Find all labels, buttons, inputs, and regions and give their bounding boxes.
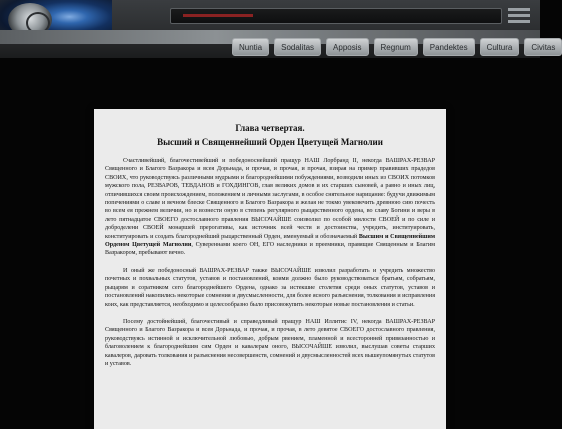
paragraph	[105, 157, 435, 258]
nav-apposis-button[interactable]: Apposis	[326, 38, 368, 56]
site-header	[0, 0, 556, 58]
nav-pandektes-button[interactable]: Pandektes	[423, 38, 475, 56]
document-page	[94, 109, 446, 429]
chapter-heading: Глава четвертая.	[235, 123, 305, 133]
menu-lines-icon[interactable]	[508, 8, 530, 30]
nav-nuntia-button[interactable]: Nuntia	[232, 38, 269, 56]
order-name-bold: Высшим и Священнейшим Орденом Цветущей Магнолии	[105, 233, 435, 249]
paragraph: Посему достойнейший, благочестивый и справедливый пращур НАШ Иллитис IV, некогда ВАШРАХ-РЕЗВАР Священного и Благого Вазракора и всея Дорьнада, и прочая, и прочая, в лето девятое СВОЕГО достославного правления, руководствуясь истинной и исключительной любовью, добрым рвением, пламенной и всесторонней привязанностью и благоволением к благороднейшим сим Орден и кавалерам оного, ВЫСОЧАЙШЕ изволил, выслушав советы старших кавалеров, даровать толкования и разъяснения несовершенств, сомнений и двусмысленностей всех вышеупомянутых статутов и уставов.	[105, 318, 435, 367]
paragraph-text: , Сувереннами коего ОН, ЕГО наследники и преемники, правящие Священным и Благим Вазракором, пребывают вечно.	[105, 242, 436, 257]
paragraph: И оный же победоносный ВАШРАХ-РЕЗВАР также ВЫСОЧАЙШЕ изволил разработать и учредить множество почетных и похвальных статутов, уставов и постановлений, коими должно было руководствоваться братьям, собратьям, рыцарям и соратником сего благороднейшего Ордена, однако за истекшие столетия среди оных статутов, уставов и постановлений накопились некоторые сомнения и двусмысленности, для более ясного разъяснения, толкования и исправления коих, как представляется, необходимо и целесообразно было присовокупить некоторые новые постановления и статьи.	[105, 267, 435, 308]
main-nav	[232, 38, 562, 58]
document-title: Высший и Священнейший Орден Цветущей Магнолии	[157, 137, 383, 147]
nav-sodalitas-button[interactable]: Sodalitas	[274, 38, 321, 56]
paragraph-text: Счастливейший, благочестивейший и победоноснейший пращур НАШ Лорбранд II, некогда ВАШРАХ-РЕЗВАР Священного и Благого Вазракора и всея Дорьнада, и прочая, и прочая, и прочая, взирая на пример правивших прадедов СВОИХ, что руководствуясь различными мудрыми и благороднейшими побуждениями, возводили иных из СВОИХ потомков мужского пола, РЕЗВАРОВ, ТЕВДАНОВ и ГОХДИНГОВ, глав великих домов и их старших сыновей, а равно и иных лиц, отличившихся своим происхождением, положением и личными заслугами, в особое снятельное нарицание: будучи движимым попечениями о славе и вечном блеске Священного и Благого Вазракора и желая не токмо увековечить древнюю сию почесть во всем ея прежнем величии, но и вознести оную в степень регулярного рыцарственного ордена, во славу Богини и веры в лето пятнадцатое СВОЕГО достославного правления ВЫСОЧАЙШЕ соизволил по особой милости СВОЕЙ и по силе и доброделени СВОЕЙ монаршей прерогативы, как источник всей чести и достоинства, учредить, институировать, конституировать и создать благороднейший рыцарственный Орден, именуемый и обозначаемый	[105, 158, 435, 240]
nav-cultura-button[interactable]: Cultura	[480, 38, 520, 56]
nav-regnum-button[interactable]: Regnum	[374, 38, 418, 56]
nav-civitas-button[interactable]: Civitas	[524, 38, 562, 56]
header-title-bar	[170, 8, 502, 24]
